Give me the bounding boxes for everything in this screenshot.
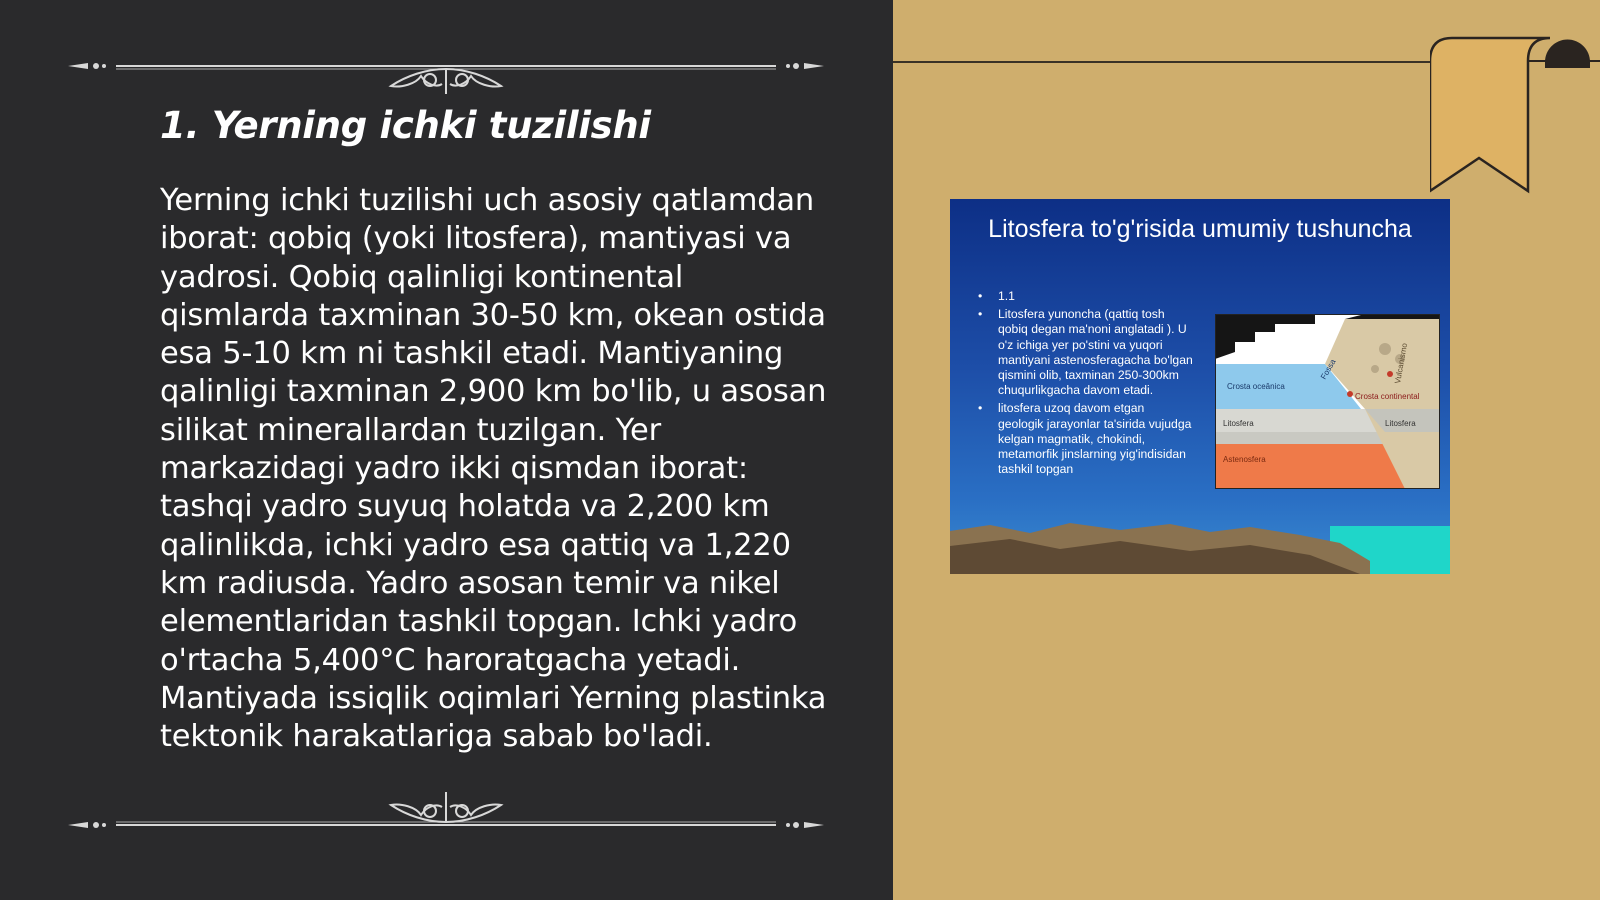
bookmark-ribbon-icon (1430, 36, 1600, 200)
embedded-slide-bullets (978, 289, 1193, 480)
embedded-slide-title: Litosfera to'g'risida umumiy tushuncha (988, 215, 1412, 243)
horizontal-rule (893, 61, 1453, 63)
diagram-label-continental-crust: Crosta continental (1355, 392, 1420, 401)
slide-title: 1. Yerning ichki tuzilishi (160, 104, 651, 147)
diagram-label-volcano: Vulcanismo (1393, 342, 1410, 385)
bottom-ornament-divider (66, 770, 826, 830)
diagram-label-trench: Fossa (1318, 357, 1338, 381)
embedded-bullet: • litosfera uzoq davom etgan geologik jarayonlar ta'sirida vujudga kelgan magmatik, chokindi, metamorfik jinslarning yig'indisidan tashkil topgan (978, 401, 1193, 477)
mountains-decoration (950, 521, 1450, 574)
top-ornament-divider (66, 36, 826, 96)
diagram-label-oceanic-crust: Crosta oceânica (1227, 382, 1285, 391)
diagram-label-asthenosphere: Astenosfera (1223, 455, 1266, 464)
subduction-diagram (1215, 314, 1440, 489)
diagram-label-lithosphere-left: Litosfera (1223, 419, 1254, 428)
embedded-bullet: • Litosfera yunoncha (qattiq tosh qobiq degan ma'noni anglatadi ). U o'z ichiga yer po'stini va yuqori mantiyani astenosferagacha bo'lgan qismini olib, taxminan 250-300km chuqurlikgacha davom etadi. (978, 307, 1193, 398)
embedded-bullet: • 1.1 (978, 289, 1193, 304)
embedded-slide-image (950, 199, 1450, 574)
diagram-label-lithosphere-right: Litosfera (1385, 419, 1416, 428)
slide-body-text: Yerning ichki tuzilishi uch asosiy qatlamdan iborat: qobiq (yoki litosfera), mantiyasi va yadrosi. Qobiq qalinligi kontinental qismlarda taxminan 30-50 km, okean ostida esa 5-10 km ni tashkil etadi. Mantiyaning qalinligi taxminan 2,900 km bo'lib, u asosan silikat minerallardan tuzilgan. Yer markazidagi yadro ikki qismdan iborat: tashqi yadro suyuq holatda va 2,200 km qalinlikda, ichki yadro esa qattiq va 1,220 km radiusda. Yadro asosan temir va nikel elementlaridan tashkil topgan. Ichki yadro o'rtacha 5,400°C haroratgacha yetadi. Mantiyada issiqlik oqimlari Yerning plastinka tektonik harakatlariga sabab bo'ladi. (160, 183, 827, 755)
